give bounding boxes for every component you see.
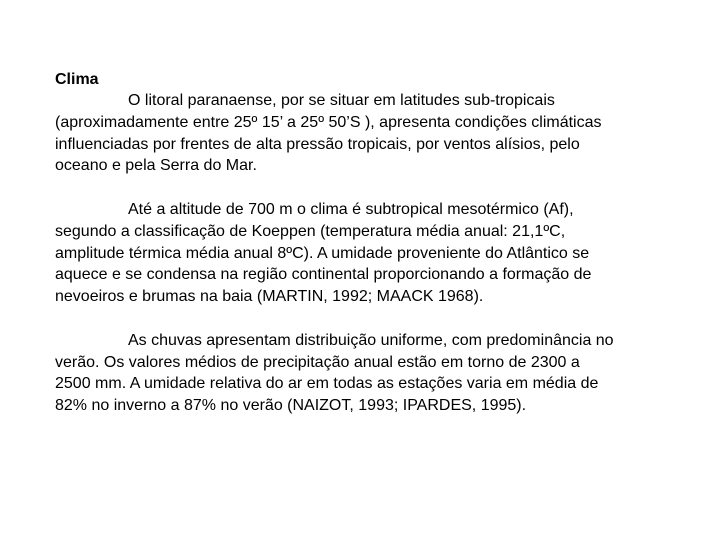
paragraph-line: O litoral paranaense, por se situar em latitudes sub-tropicais <box>128 92 555 109</box>
document-body <box>55 69 705 417</box>
paragraph-line: influenciadas por frentes de alta pressão tropicais, por ventos alísios, pelo <box>55 135 580 153</box>
paragraph-chuvas <box>55 330 705 417</box>
paragraph-line: As chuvas apresentam distribuição uniforme, com predominância no <box>128 331 614 349</box>
paragraph-line: amplitude térmica média anual 8ºC). A umidade proveniente do Atlântico se <box>55 244 590 262</box>
paragraph-line: 2500 mm. A umidade relativa do ar em todas as estações varia em média de <box>55 375 599 393</box>
paragraph-line: aquece e se condensa na região continental proporcionando a formação de <box>55 266 592 284</box>
paragraph-line: verão. Os valores médios de precipitação anual estão em torno de 2300 a <box>55 353 580 371</box>
section-heading: Clima <box>55 71 99 88</box>
paragraph-line: nevoeiros e brumas na baia (MARTIN, 1992; MAACK 1968). <box>55 288 484 306</box>
paragraph-line: oceano e pela Serra do Mar. <box>55 157 257 175</box>
paragraph-line: (aproximadamente entre 25º 15’ a 25º 50’S ), apresenta condições climáticas <box>55 113 602 131</box>
paragraph-line: segundo a classificação de Koeppen (temperatura média anual: 21,1ºC, <box>55 222 566 240</box>
paragraph-line: 82% no inverno a 87% no verão (NAIZOT, 1993; IPARDES, 1995). <box>55 397 527 415</box>
paragraph-spacer <box>55 308 705 330</box>
paragraph-spacer <box>55 177 705 199</box>
paragraph-line: Até a altitude de 700 m o clima é subtropical mesotérmico (Af), <box>128 200 574 218</box>
paragraph-altitude <box>55 199 705 308</box>
paragraph-litoral <box>55 90 705 177</box>
